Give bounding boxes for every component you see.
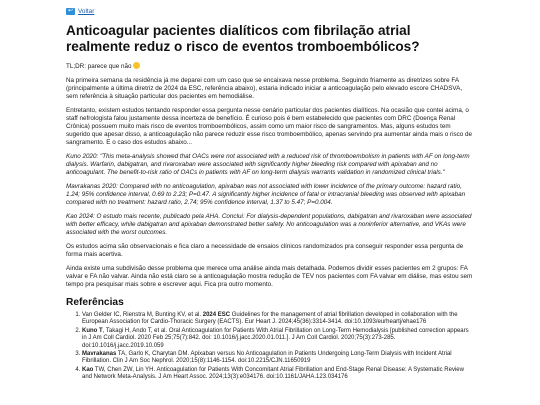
reference-text[interactable]: Guidelines for the management of atrial fibrillation developed in collaboration with the European Association for Cardio-Thoracic Surgery (EACTS). Eur Heart J. 2024;45(36):3314-3414. doi:10.1093/eurheartj/ehae176	[82, 312, 458, 326]
quote-kao: Kao 2024: O estudo mais recente, publicado pela AHA. Conclui: For dialysis-dependent populations, dabigatran and rivaroxaban were associated with better efficacy, while dabigatran and apixaban demonstrated better safety. No anticoagulation was a noninferior alternative, and VKAs were associated with the worst outcomes.	[66, 213, 472, 236]
back-arrow-icon[interactable]: ↩	[67, 7, 74, 14]
references-heading: Referências	[66, 297, 124, 308]
reference-item	[82, 367, 474, 382]
reference-authors: Mavrakanas	[82, 351, 117, 358]
reference-item	[82, 351, 474, 366]
reference-item	[82, 312, 474, 327]
paragraph-intro: Na primeira semana da residência já me deparei com um caso que se encaixava nesse problema. Seguindo friamente as diretrizes sobre FA (principalmente a última diretriz de 2024 da ESC, referência abaixo), estaria indicado iniciar a anticoagulação pelo elevado escore CHADSVA, sem referência à situação particular dos pacientes em hemodiálise.	[66, 77, 463, 100]
article-title: Anticoagular pacientes dialíticos com fibrilação atrial realmente reduz o risco de eventos tromboembólicos?	[66, 23, 420, 54]
thinking-emoji-icon	[133, 62, 140, 69]
reference-item	[82, 328, 474, 350]
reference-text[interactable]: TW, Chen ZW, Lin YH. Anticoagulation for Patients With Concomitant Atrial Fibrillation and End-Stage Renal Disease: A Systematic Review and Network Meta-Analysis. J Am Heart Assoc. 2024;13(3):e034176. doi:10.1161/JAHA.123.034176	[82, 366, 464, 381]
tldr	[66, 62, 474, 71]
tldr-text: TL;DR: parece que não	[66, 63, 132, 70]
reference-authors: Kuno T	[82, 327, 103, 334]
reference-authors: Kao	[82, 366, 94, 373]
reference-text[interactable]: TA, Garlo K, Charytan DM. Apixaban versus No Anticoagulation in Patients Undergoing Long-Term Dialysis with Incident Atrial Fibrillation. Clin J Am Soc Nephrol. 2020;15(8):1146-1154. doi:10.2215/CJN.11650919	[82, 351, 452, 365]
back-link[interactable]: Voltar	[78, 7, 95, 15]
reference-year: 2024 ESC	[202, 312, 231, 318]
quote-mavrakanas: Mavrakanas 2020: Compared with no anticoagulation, apixaban was not associated with lower incidence of the primary outcome: hazard ratio, 1.24; 95% confidence interval, 0.69 to 2.23; P=0.47. A significantly higher incidence of fatal or intracranial bleeding was observed with apixaban compared with no treatment: hazard ratio, 2.74; 95% confidence interval, 1.37 to 5.47; P=0.004.	[66, 183, 466, 206]
reference-authors: Van Gelder IC, Rienstra M, Bunting KV, et al.	[82, 312, 202, 318]
paragraph-context: Entretanto, existem estudos tentando responder essa pergunta nesse cenário particular dos pacientes dialíticos. Na ocasião que contei acima, o staff nefrologista falou justamente dessa incerteza de benefício. É curioso pois é bem estabelecido que pacientes com DRC (Doença Renal Crônica) possuem muito mais risco de eventos tromboembólicos, assim como um maior risco de sangramentos. Mas, alguns estudos tem sugerido que apesar disso, a anticoagulação não parece reduzir esse risco tromboembólico, apenas servindo pra aumentar ainda mais o risco de sangramento. E o caso dos estudos abaixo...	[66, 107, 473, 146]
paragraph-subdivision: Ainda existe uma subdivisão desse problema que merece uma análise ainda mais detalhada. Podemos dividir esses pacientes em 2 grupos: FA valvar e FA não valvar. Ainda não está claro se a anticoagulação mostra redução de TEV nos pacientes com FA valvar em diálise, mas estou sem tempo pra pesquisar mais sobre e escrever aqui. Fica pra outro momento.	[66, 265, 473, 288]
back-nav[interactable]	[66, 6, 474, 16]
references-list	[66, 312, 474, 382]
paragraph-observational: Os estudos acima são observacionais e fica claro a necessidade de ensaios clínicos randomizados pra conseguir responder essa pergunta de forma mais acertiva.	[66, 243, 464, 258]
quote-kuno: Kuno 2020: "This meta-analysis showed that OACs were not associated with a reduced risk of thromboembolism in patients with AF on long-term dialysis. Warfarin, dabigatran, and rivaroxaban were associated with significantly higher bleeding risk compared with apixaban and no anticoagulant. The benefit-to-risk ratio of OACs in patients with AF on long-term dialysis warrants validation in randomized clinical trials."	[66, 153, 470, 176]
reference-text[interactable]: , Takagi H, Ando T, et al. Oral Anticoagulation for Patients With Atrial Fibrillation on Long-Term Hemodialysis [published correction appears in J Am Coll Cardiol. 2020 Feb 25;75(7):842. doi: 10.1016/j.jacc.2020.01.011.]. J Am Coll Cardiol. 2020;75(3):273-285. doi:10.1016/j.jacc.2019.10.059	[82, 327, 469, 349]
